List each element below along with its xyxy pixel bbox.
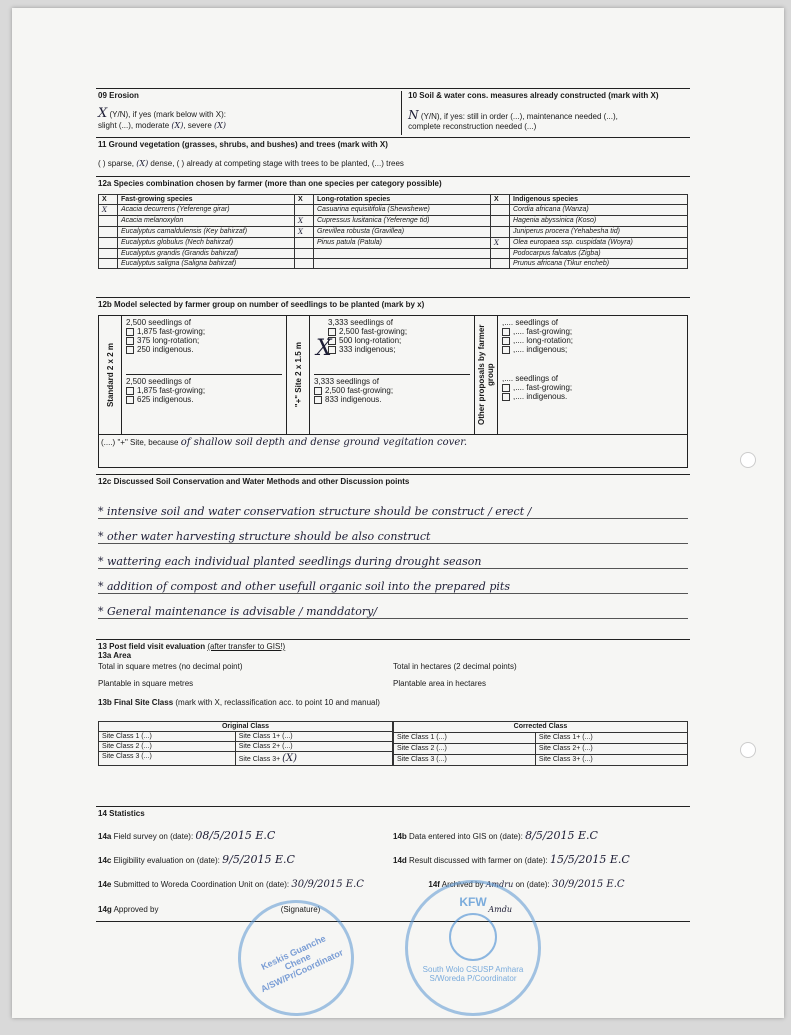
plant-sqm-label: Plantable in square metres <box>98 679 194 688</box>
original-class-table <box>98 721 393 766</box>
site-class-cell <box>235 732 392 742</box>
post-visit-title: 13 Post field visit evaluation <box>98 642 206 651</box>
x-mark <box>99 227 118 238</box>
ind-species: Podocarpus falcatus (Zigba) <box>510 249 688 259</box>
checkbox-icon <box>502 328 510 336</box>
14a-value: 08/5/2015 E.C <box>195 829 276 842</box>
ind-species: Prunus africana (Tikur encheb) <box>510 259 688 269</box>
site-class-text: Site Class 2 (...) <box>102 743 152 750</box>
site-class-row <box>394 744 688 755</box>
14d-num: 14d <box>393 856 407 865</box>
site-class-text: Site Class 1 (...) <box>102 733 152 740</box>
discussion-line <box>98 544 688 569</box>
seedling-text: 833 indigenous. <box>325 395 382 404</box>
erosion-mark: X <box>98 106 108 121</box>
checkbox-icon <box>126 337 134 345</box>
ind-species: Cordia africana (Wanza) <box>510 205 688 216</box>
checkbox-icon <box>314 387 322 395</box>
severe-mark: (X) <box>214 121 226 130</box>
seedling-text: 1,875 fast-growing; <box>137 327 206 336</box>
seedling-text: 250 indigenous. <box>137 345 194 354</box>
discussion-line <box>98 519 688 544</box>
x-mark: X <box>491 238 510 249</box>
section-13 <box>96 640 690 807</box>
section-09-10 <box>96 88 690 138</box>
model-box <box>98 315 688 435</box>
corrected-class-header: Corrected Class <box>394 722 688 733</box>
site-class-text: Site Class 2+ (...) <box>538 745 593 752</box>
seedling-line <box>126 327 282 336</box>
species-row <box>99 227 688 238</box>
seedling-line <box>314 377 470 386</box>
x-mark <box>295 259 314 269</box>
section-09 <box>98 91 402 135</box>
site-class-cell <box>394 744 536 755</box>
right-stamp-text: South Wolo CSUSP Amhara S/Woreda P/Coordinator <box>422 965 524 983</box>
seedling-text: ,.... seedlings of <box>502 318 559 327</box>
site-class-cell <box>394 755 536 766</box>
14f-num: 14f <box>428 880 440 889</box>
site-class-row <box>99 732 393 742</box>
col-x: X <box>99 195 118 205</box>
checkbox-icon <box>126 328 134 336</box>
long-species <box>314 259 491 269</box>
punch-hole <box>740 452 756 468</box>
checkbox-icon <box>502 393 510 401</box>
seedling-line <box>502 392 683 401</box>
seedling-line <box>126 345 282 354</box>
x-mark: X <box>295 227 314 238</box>
discussion-line <box>98 494 688 519</box>
seedling-line <box>328 318 470 327</box>
x-mark <box>295 205 314 216</box>
x-mark <box>491 227 510 238</box>
swc-title: 10 Soil & water cons. measures already constructed (mark with X) <box>408 91 659 100</box>
col-x: X <box>491 195 510 205</box>
seedling-text: 500 long-rotation; <box>339 336 402 345</box>
seedling-line <box>502 336 683 345</box>
section-11 <box>96 138 690 177</box>
fast-species: Eucalyptus grandis (Grandis bahirzaf) <box>118 249 295 259</box>
site-class-text: Site Class 3+ (...) <box>538 756 593 763</box>
seedling-line <box>126 386 282 395</box>
seedling-text: ,.... indigenous; <box>513 345 568 354</box>
14c-label: Eligibility evaluation on (date): <box>113 856 220 865</box>
discussion-title: 12c Discussed Soil Conservation and Water Methods and other Discussion points <box>98 477 410 486</box>
section-14 <box>96 807 690 922</box>
statistics-title: 14 Statistics <box>98 809 145 818</box>
section-12b <box>96 298 690 475</box>
x-mark <box>491 205 510 216</box>
species-row <box>99 216 688 227</box>
long-species <box>314 249 491 259</box>
swc-text1: (Y/N), if yes: still in order (...), maintenance needed (...), <box>420 112 618 121</box>
x-mark <box>491 249 510 259</box>
site-class-text: Site Class 2+ (...) <box>238 743 293 750</box>
x-mark <box>295 238 314 249</box>
site-class-cell <box>99 752 236 766</box>
14a-label: Field survey on (date): <box>113 832 194 841</box>
14e-num: 14e <box>98 880 112 889</box>
seedling-text: 2,500 seedlings of <box>126 318 191 327</box>
site-class-cell <box>99 742 236 752</box>
corrected-class-table <box>393 721 688 766</box>
14a-num: 14a <box>98 832 112 841</box>
checkbox-icon <box>126 387 134 395</box>
because-handwriting: of shallow soil depth and dense ground vegitation cover. <box>180 437 468 448</box>
post-visit-note: (after transfer to GIS!) <box>207 642 286 651</box>
ha-label: Total in hectares (2 decimal points) <box>393 662 517 671</box>
checkbox-icon <box>502 346 510 354</box>
site-class-cell <box>535 733 687 744</box>
14g-label: Approved by <box>113 905 159 914</box>
14e-value: 30/9/2015 E.C <box>291 879 364 890</box>
form <box>96 88 690 922</box>
14b-label: Data entered into GIS on (date): <box>409 832 523 841</box>
x-mark <box>99 238 118 249</box>
swc-mark: N <box>408 108 419 122</box>
discussion-handwriting: * addition of compost and other usefull organic soil into the prepared pits <box>98 580 510 593</box>
other-options <box>498 316 687 434</box>
14b-value: 8/5/2015 E.C <box>525 829 598 842</box>
site-class-cell <box>235 742 392 752</box>
plant-ha-label: Plantable area in hectares <box>393 679 486 688</box>
fast-species: Acacia decurrens (Yeferenge girar) <box>118 205 295 216</box>
erosion-yn: (Y/N), if yes (mark below with X): <box>109 110 226 119</box>
x-mark <box>99 259 118 269</box>
seedling-text: ,.... seedlings of <box>502 374 559 383</box>
discussion-line <box>98 569 688 594</box>
site-class-cell <box>394 733 536 744</box>
emblem-icon <box>449 913 497 961</box>
discussion-handwriting: * wattering each individual planted seedlings during drought season <box>98 555 482 568</box>
section-10 <box>402 91 688 135</box>
site-class-cell <box>235 752 392 766</box>
plus-options <box>310 316 475 434</box>
site-class-tables <box>98 721 688 766</box>
seedling-text: ,.... fast-growing; <box>513 327 573 336</box>
long-species: Casuarina equisitifolia (Shewshewe) <box>314 205 491 216</box>
col-ind: Indigenous species <box>510 195 688 205</box>
right-stamp-kfw: KFW <box>459 895 487 909</box>
veg-opt2: dense, ( ) already at competing stage with trees to be planted, (...) trees <box>150 159 404 168</box>
discussion-handwriting: * other water harvesting structure should be also construct <box>98 530 431 543</box>
seedling-line <box>314 386 470 395</box>
ind-species: Olea europaea ssp. cuspidata (Woyra) <box>510 238 688 249</box>
site-class-text: Site Class 3 (...) <box>102 753 152 760</box>
long-species: Pinus patula (Patula) <box>314 238 491 249</box>
checkbox-icon <box>502 337 510 345</box>
site-class-cell <box>99 732 236 742</box>
fast-species: Eucalyptus globulus (Nech bahirzaf) <box>118 238 295 249</box>
seedling-line <box>502 383 683 392</box>
stat-row-4 <box>98 890 688 914</box>
14c-num: 14c <box>98 856 112 865</box>
checkbox-icon <box>126 396 134 404</box>
seedling-text: 3,333 seedlings of <box>328 318 393 327</box>
model-title: 12b Model selected by farmer group on number of seedlings to be planted (mark by x) <box>98 300 425 309</box>
seedling-text: 625 indigenous. <box>137 395 194 404</box>
fast-species: Eucalyptus saligna (Saligna bahirzaf) <box>118 259 295 269</box>
seedling-line <box>314 395 470 404</box>
checkbox-icon <box>314 396 322 404</box>
veg-opt1: ( ) sparse, <box>98 159 135 168</box>
site-class-text: Site Class 1+ (...) <box>238 733 293 740</box>
site-class-text: Site Class 3 (...) <box>397 756 447 763</box>
vegetation-title: 11 Ground vegetation (grasses, shrubs, and bushes) and trees (mark with X) <box>98 140 388 149</box>
stat-row-3 <box>98 866 688 890</box>
seedling-text: 2,500 seedlings of <box>126 377 191 386</box>
seedling-text: 333 indigenous; <box>339 345 396 354</box>
14g-num: 14g <box>98 905 112 914</box>
col-long: Long-rotation species <box>314 195 491 205</box>
area-title: 13a Area <box>98 651 132 660</box>
seedling-text: 2,500 fast-growing; <box>339 327 408 336</box>
14d-value: 15/5/2015 E.C <box>550 853 630 866</box>
site-class-text: Site Class 1 (...) <box>397 734 447 741</box>
erosion-levels: slight (...), moderate <box>98 121 170 130</box>
fast-species: Eucalyptus camaldulensis (Key bahirzaf) <box>118 227 295 238</box>
signature-handwriting: Amdu <box>488 905 513 914</box>
seedling-line <box>126 318 282 327</box>
signature-label: (Signature) <box>280 905 321 914</box>
standard-label: Standard 2 x 2 m <box>105 342 115 408</box>
ind-species: Juniperus procera (Yehabesha tid) <box>510 227 688 238</box>
site-class-cell <box>535 744 687 755</box>
seedling-line <box>126 336 282 345</box>
seedling-text: 2,500 fast-growing; <box>325 386 394 395</box>
site-class-text: Site Class 2 (...) <box>397 745 447 752</box>
site-class-cell <box>535 755 687 766</box>
left-stamp-text: Keskis Guanche Chene A/SW/Pr/Coordinator <box>259 933 345 995</box>
seedling-line <box>126 377 282 386</box>
seedling-line <box>328 336 470 345</box>
stat-row-1 <box>98 818 688 842</box>
section-12c <box>96 475 690 640</box>
discussion-handwriting: * General maintenance is advisable / manddatory/ <box>98 605 378 618</box>
punch-hole <box>740 742 756 758</box>
plus-site-label: "+" Site 2 x 1.5 m <box>293 342 303 408</box>
erosion-title: 09 Erosion <box>98 91 139 100</box>
moderate-mark: (X) <box>171 121 184 130</box>
original-class-header: Original Class <box>99 722 393 732</box>
because-box <box>98 435 688 468</box>
because-label: (....) "+" Site, because <box>101 438 179 447</box>
seedling-text: 3,333 seedlings of <box>314 377 379 386</box>
14d-label: Result discussed with farmer on (date): <box>409 856 548 865</box>
x-mark: X <box>99 205 118 216</box>
long-species: Grevillea robusta (Gravillea) <box>314 227 491 238</box>
14f-label2: on (date): <box>515 880 550 889</box>
site-class-title: 13b Final Site Class <box>98 698 174 707</box>
site-class-row <box>99 752 393 766</box>
species-title: 12a Species combination chosen by farmer (more than one species per category possible) <box>98 179 442 188</box>
14b-num: 14b <box>393 832 407 841</box>
seedling-line <box>502 327 683 336</box>
x-mark <box>491 259 510 269</box>
x-mark <box>491 216 510 227</box>
erosion-severe: , severe <box>183 121 212 130</box>
x-mark: X <box>295 216 314 227</box>
ind-species: Hagenia abyssinica (Koso) <box>510 216 688 227</box>
seedling-line <box>502 318 683 327</box>
right-stamp <box>405 880 541 1016</box>
site-class-row <box>394 755 688 766</box>
seedling-line <box>126 395 282 404</box>
swc-text2: complete reconstruction needed (...) <box>408 122 537 131</box>
species-row <box>99 249 688 259</box>
x-mark <box>99 216 118 227</box>
stat-row-2 <box>98 842 688 866</box>
plus-mark: X <box>316 336 332 361</box>
14e-label: Submitted to Woreda Coordination Unit on (date): <box>113 880 290 889</box>
seedling-line <box>328 345 470 354</box>
species-row <box>99 205 688 216</box>
discussion-line <box>98 594 688 619</box>
x-mark <box>99 249 118 259</box>
fast-species: Acacia melanoxylon <box>118 216 295 227</box>
seedling-text: ,.... indigenous. <box>513 392 568 401</box>
species-row <box>99 259 688 269</box>
seedling-line <box>502 374 683 383</box>
section-12a <box>96 177 690 298</box>
col-x: X <box>295 195 314 205</box>
seedling-line <box>502 345 683 354</box>
checkbox-icon <box>502 384 510 392</box>
site-class-mark: (X) <box>282 753 298 764</box>
sqm-label: Total in square metres (no decimal point) <box>98 662 243 671</box>
seedling-text: 375 long-rotation; <box>137 336 200 345</box>
14f-name: Amdru <box>485 880 514 889</box>
checkbox-icon <box>328 328 336 336</box>
seedling-text: ,.... fast-growing; <box>513 383 573 392</box>
seedling-line <box>328 327 470 336</box>
14f-value: 30/9/2015 E.C <box>551 879 625 890</box>
checkbox-icon <box>126 346 134 354</box>
site-class-note: (mark with X, reclassification acc. to point 10 and manual) <box>175 698 380 707</box>
site-class-row <box>99 742 393 752</box>
site-class-text: Site Class 1+ (...) <box>538 734 593 741</box>
species-table <box>98 194 688 269</box>
other-label: Other proposals by farmer group <box>477 324 495 426</box>
seedling-text: ,.... long-rotation; <box>513 336 574 345</box>
long-species: Cupressus lusitanica (Yeferenge tid) <box>314 216 491 227</box>
col-fast: Fast-growing species <box>118 195 295 205</box>
seedling-text: 1,875 fast-growing; <box>137 386 206 395</box>
species-row <box>99 238 688 249</box>
14c-value: 9/5/2015 E.C <box>222 853 295 866</box>
standard-options <box>122 316 287 434</box>
veg-mark: (X) <box>136 159 149 168</box>
discussion-handwriting: * intensive soil and water conservation structure should be construct / erect / <box>98 505 532 518</box>
site-class-text: Site Class 3+ <box>238 756 281 763</box>
x-mark <box>295 249 314 259</box>
14f-label: Archived by <box>441 880 484 889</box>
site-class-row <box>394 733 688 744</box>
